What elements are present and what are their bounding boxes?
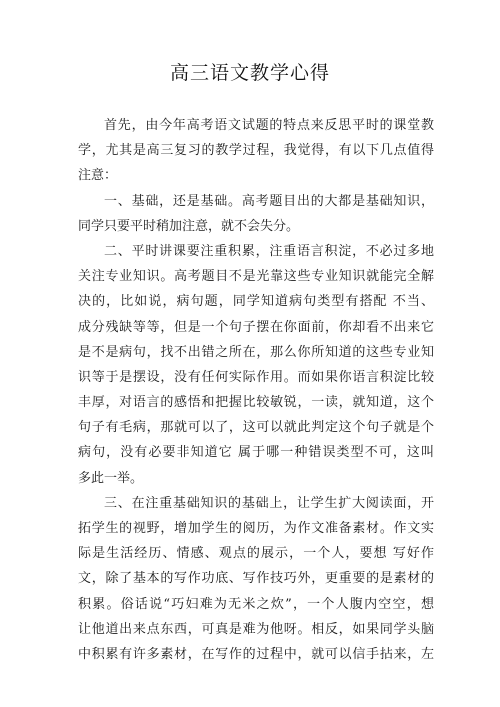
paragraph-4-line-5: 积累。俗话说“巧妇难为无米之炊”，一个人腹内空空，想	[78, 596, 434, 612]
paragraph-1-line-3: 注意：	[78, 168, 118, 184]
paragraph-3-line-5: 是不是病句，找不出错之所在，那么你所知道的这些专业知	[78, 344, 434, 360]
paragraph-3-line-10: 多此一举。	[78, 470, 144, 486]
paragraph-1-line-2: 学，尤其是高三复习的教学过程，我觉得，有以下几点值得	[78, 143, 434, 159]
paragraph-4-line-7: 中积累有许多素材，在写作的过程中，就可以信手拈来，左	[78, 646, 434, 662]
paragraph-3-line-9: 病句，没有必要非知道它 属于哪一种错误类型不可，这叫	[78, 445, 434, 461]
paragraph-3-line-6: 识等于是摆设，没有任何实际作用。而如果你语言积淀比较	[78, 369, 434, 385]
paragraph-3-line-4: 成分残缺等等，但是一个句子摆在你面前，你却看不出来它	[78, 319, 434, 335]
paragraph-4-line-6: 让他道出来点东西，可真是难为他呀。相反，如果同学头脑	[78, 621, 434, 637]
paragraph-4-line-3: 际是生活经历、情感、观点的展示，一个人，要想 写好作	[78, 546, 434, 562]
paragraph-4-line-1: 三、在注重基础知识的基础上，让学生扩大阅读面，开	[104, 495, 434, 511]
paragraph-3-line-1: 二、平时讲课要注重积累，注重语言积淀，不必过多地	[104, 243, 434, 259]
paragraph-1-line-1: 首先，由今年高考语文试题的特点来反思平时的课堂教	[104, 118, 434, 133]
paragraph-4-line-4: 文，除了基本的写作功底、写作技巧外，更重要的是素材的	[78, 571, 434, 587]
paragraph-2-line-2: 同学只要平时稍加注意，就不会失分。	[78, 218, 300, 234]
paragraph-3-line-2: 关注专业知识。高考题目不是光靠这些专业知识就能完全解	[78, 269, 434, 285]
paragraph-2-line-1: 一、基础，还是基础。高考题目出的大都是基础知识，	[104, 193, 434, 209]
document-body	[78, 113, 434, 667]
paragraph-4-line-2: 拓学生的视野，增加学生的阅历，为作文准备素材。作文实	[78, 521, 434, 536]
paragraph-3-line-8: 句子有毛病，那就可以了，这可以就此判定这个句子就是个	[78, 420, 434, 436]
document-title: 高三语文教学心得	[169, 62, 330, 84]
paragraph-3-line-3: 决的，比如说，病句题，同学知道病句类型有搭配 不当、	[78, 294, 434, 310]
paragraph-3-line-7: 丰厚，对语言的感悟和把握比较敏锐，一读，就知道，这个	[78, 395, 434, 411]
